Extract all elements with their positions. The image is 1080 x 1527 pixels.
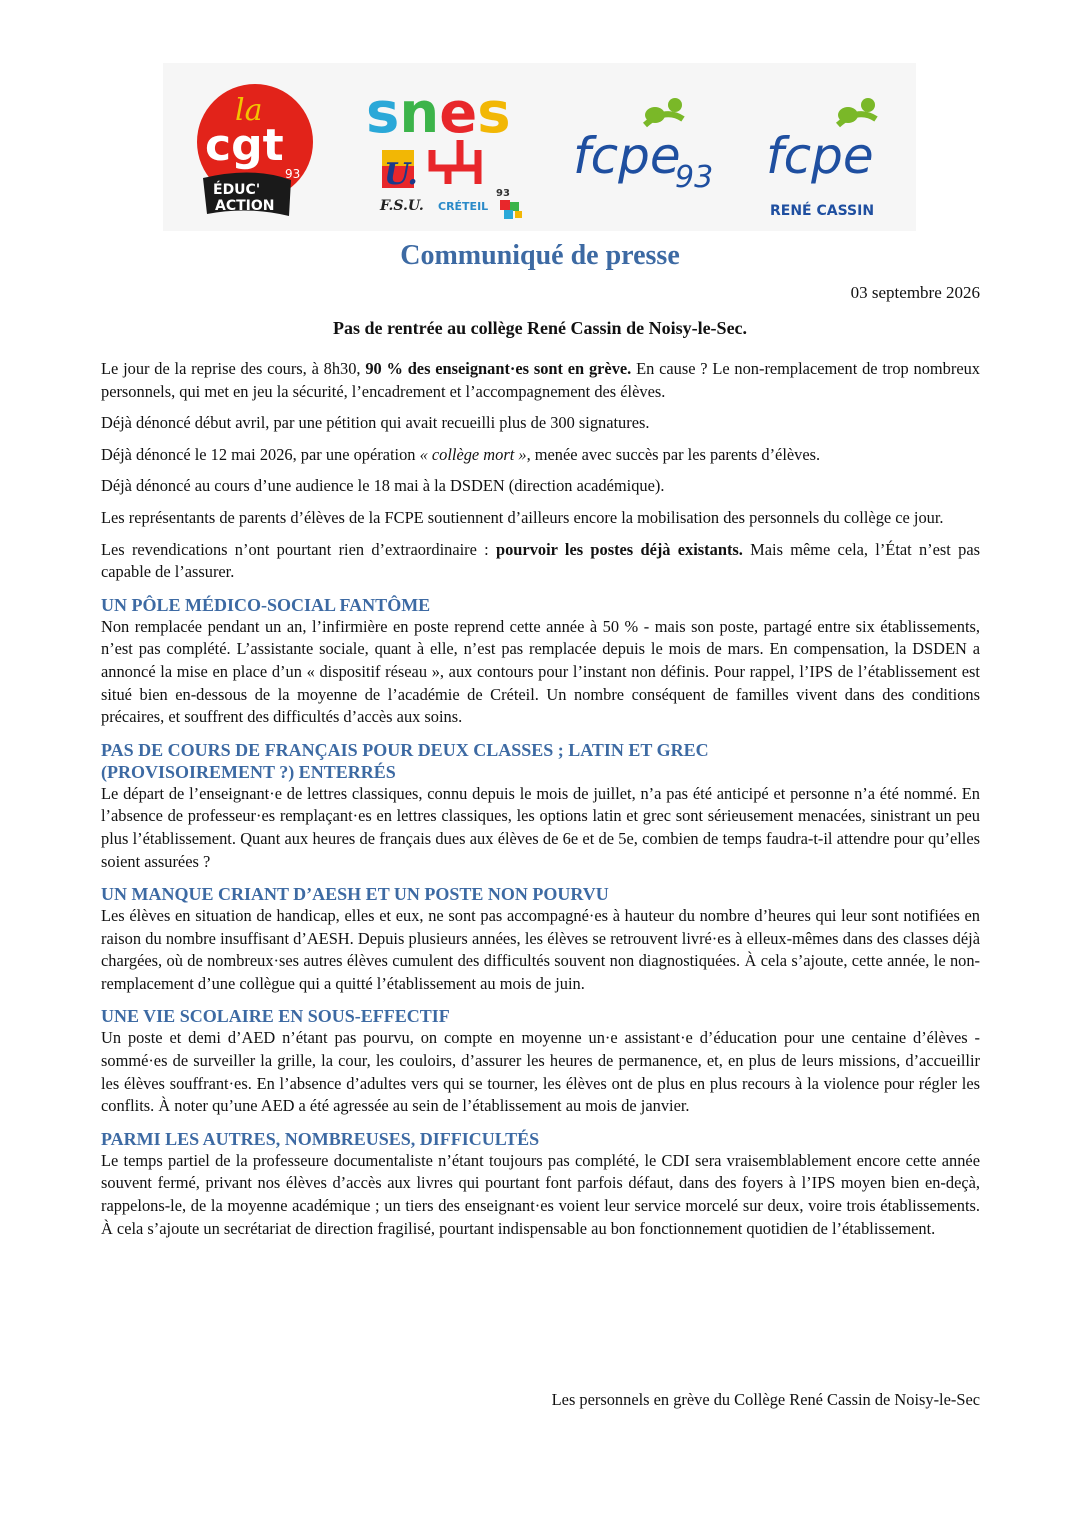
section-heading-difficultes: PARMI LES AUTRES, NOMBREUSES, DIFFICULTÉS [101,1128,540,1149]
fcpe-rene-cassin-logo [760,85,910,225]
intro-paragraph-1 [101,358,980,403]
cgt-action-text: ACTION [215,198,275,214]
cgt-educ-action-logo [193,80,323,220]
snes-creteil-text: CRÉTEIL [438,200,489,213]
section-body-vie-scolaire: Un poste et demi d’AED n’étant pas pourvu, on compte en moyenne un·e assistant·e d’éducation pour une centaine d’élèves - sommé·es de surveiller la grille, la cour, les couloirs, d’assurer les heures de permanence, et, en plus de leurs missions, d’accueillir les élèves souffrant·es. En l’absence d’adultes vers qui se tourner, les élèves ont de plus en plus recours à la violence pour régler les conflits. À noter qu’une AED a été agressée au sein de l’établissement au mois de janvier. [101,1028,980,1116]
cgt-name-text: cgt [205,120,284,171]
document-date: 03 septembre 2026 [850,283,980,302]
section-body-francais: Le départ de l’enseignant·e de lettres classiques, connu depuis le mois de juillet, n’a pas été anticipé et personne n’a été nommé. En l’absence de professeur·es remplaçant·es en lettres classiques, les options latin et grec sont sérieusement menacées, sinistrant un peu plus l’établissement. Quant aux heures de français dues aux élèves de 6e et de 5e, combien de temps faudra-t-il attendre pour qu’elles soient assurées ? [101,783,980,871]
document-subtitle: Pas de rentrée au collège René Cassin de Noisy-le-Sec. [332,318,748,338]
fcpe-93-logo [565,85,725,195]
section-heading-vie-scolaire: UNE VIE SCOLAIRE EN SOUS-EFFECTIF [101,1006,450,1027]
intro-p3-text-c: , menée avec succès par les parents d’élèves. [526,444,821,464]
intro-p1-text-c: En cause ? Le non-remplacement de trop nombreux personnels, qui met en jeu la sécurité, l’encadrement et l’accompagnement des élèves. [101,359,980,401]
intro-paragraph-5: Les représentants de parents d’élèves de la FCPE soutiennent d’ailleurs encore la mobilisation des personnels du collège ce jour. [101,507,944,527]
intro-p6-bold: pourvoir les postes déjà existants. [496,539,743,559]
intro-paragraph-3 [101,444,980,467]
intro-p3-text-a: Déjà dénoncé le 12 mai 2026, par une opération [101,444,420,464]
document-body [101,358,980,1249]
section-heading-aesh: UN MANQUE CRIANT D’AESH ET UN POSTE NON POURVU [101,884,609,905]
fcpe93-name-text: fcpe [573,127,681,185]
snes-fsu-text: F.S.U. [380,198,424,214]
intro-paragraph-6 [101,539,980,584]
section-body-difficultes: Le temps partiel de la professeure documentaliste n’étant toujours pas complété, le CDI sera vraisemblablement encore cette année souvent fermé, privant nos élèves d’accès aux livres qui pourtant font parfois défaut, dans des foyers à l’IPS moyen bien en-deçà, rappelons-le, de la moyenne académique ; un tiers des enseignant·es voient leur service morcelé sur deux, voire trois établissements. À cela s’ajoute un secrétariat de direction fragilisé, pourtant indispensable au bon fonctionnement quotidien de l’établissement. [101,1150,980,1238]
snes-u-text: U. [384,157,418,192]
fcperc-sub-text: RENÉ CASSIN [770,203,875,219]
fcperc-name-text: fcpe [766,127,874,185]
signature: Les personnels en grève du Collège René Cassin de Noisy-le-Sec [551,1390,980,1409]
intro-p3-italic: « collège mort » [419,444,527,464]
intro-p1-text-a: Le jour de la reprise des cours, à 8h30, [101,359,366,378]
cgt-la-text: la [235,93,263,128]
section-body-medico-social: Non remplacée pendant un an, l’infirmière en poste reprend cette année à 50 % - mais son poste, partagé entre six établissements, n’est pas complété. L’assistante sociale, quant à elle, n’est pas remplacée depuis le mois de mars. En compensation, la DSDEN a annoncé la mise en place d’un « dispositif réseau », aux contours pour l’instant non définis. Pour rappel, l’IPS de l’établissement est situé bien en-dessous de la moyenne de l’académie de Créteil. Un nombre conséquent de familles vivent dans des conditions précaires, et souffrent des difficultés d’accès aux soins. [101,616,980,727]
snes-name-text: snes [360,80,362,81]
intro-paragraph-4: Déjà dénoncé au cours d’une audience le 18 mai à la DSDEN (direction académique). [101,476,665,496]
cgt-number-text: 93 [285,167,301,181]
intro-paragraph-2: Déjà dénoncé début avril, par une pétition qui avait recueilli plus de 300 signatures. [101,413,650,433]
section-body-aesh: Les élèves en situation de handicap, elles et eux, ne sont pas accompagné·es à hauteur du nombre d’heures qui leur sont notifiées en raison du nombre insuffisant d’AESH. Depuis plusieurs années, les élèves se retrouvent livré·es à elleux-mêmes dans des classes déjà chargées, où de nombreux·ses autres élèves cumulent des difficultés souvent non diagnostiquées. À cela s’ajoute, cette année, le non-remplacement d’une collègue qui a quitté l’établissement au mois de juin. [101,906,980,993]
snes-fsu-creteil-logo [360,80,540,225]
intro-p1-bold: 90 % des enseignant·es sont en grève. [365,359,632,378]
page-title: Communiqué de presse [400,240,680,271]
fcpe93-number-text: 93 [675,160,714,195]
section-heading-medico-social: UN PÔLE MÉDICO-SOCIAL FANTÔME [101,594,431,615]
section-heading-francais: PAS DE COURS DE FRANÇAIS POUR DEUX CLASSES ; LATIN ET GREC (PROVISOIREMENT ?) ENTERRÉS [101,739,709,782]
svg-text:snes: snes [366,81,511,146]
snes-number-text: 93 [496,188,510,199]
intro-p6-text-c: Mais même cela, l’État n’est pas capable de l’assurer. [101,539,980,582]
intro-p6-text-a: Les revendications n’ont pourtant rien d’extraordinaire : [101,539,496,559]
cgt-educ-text: ÉDUC' [213,182,261,198]
